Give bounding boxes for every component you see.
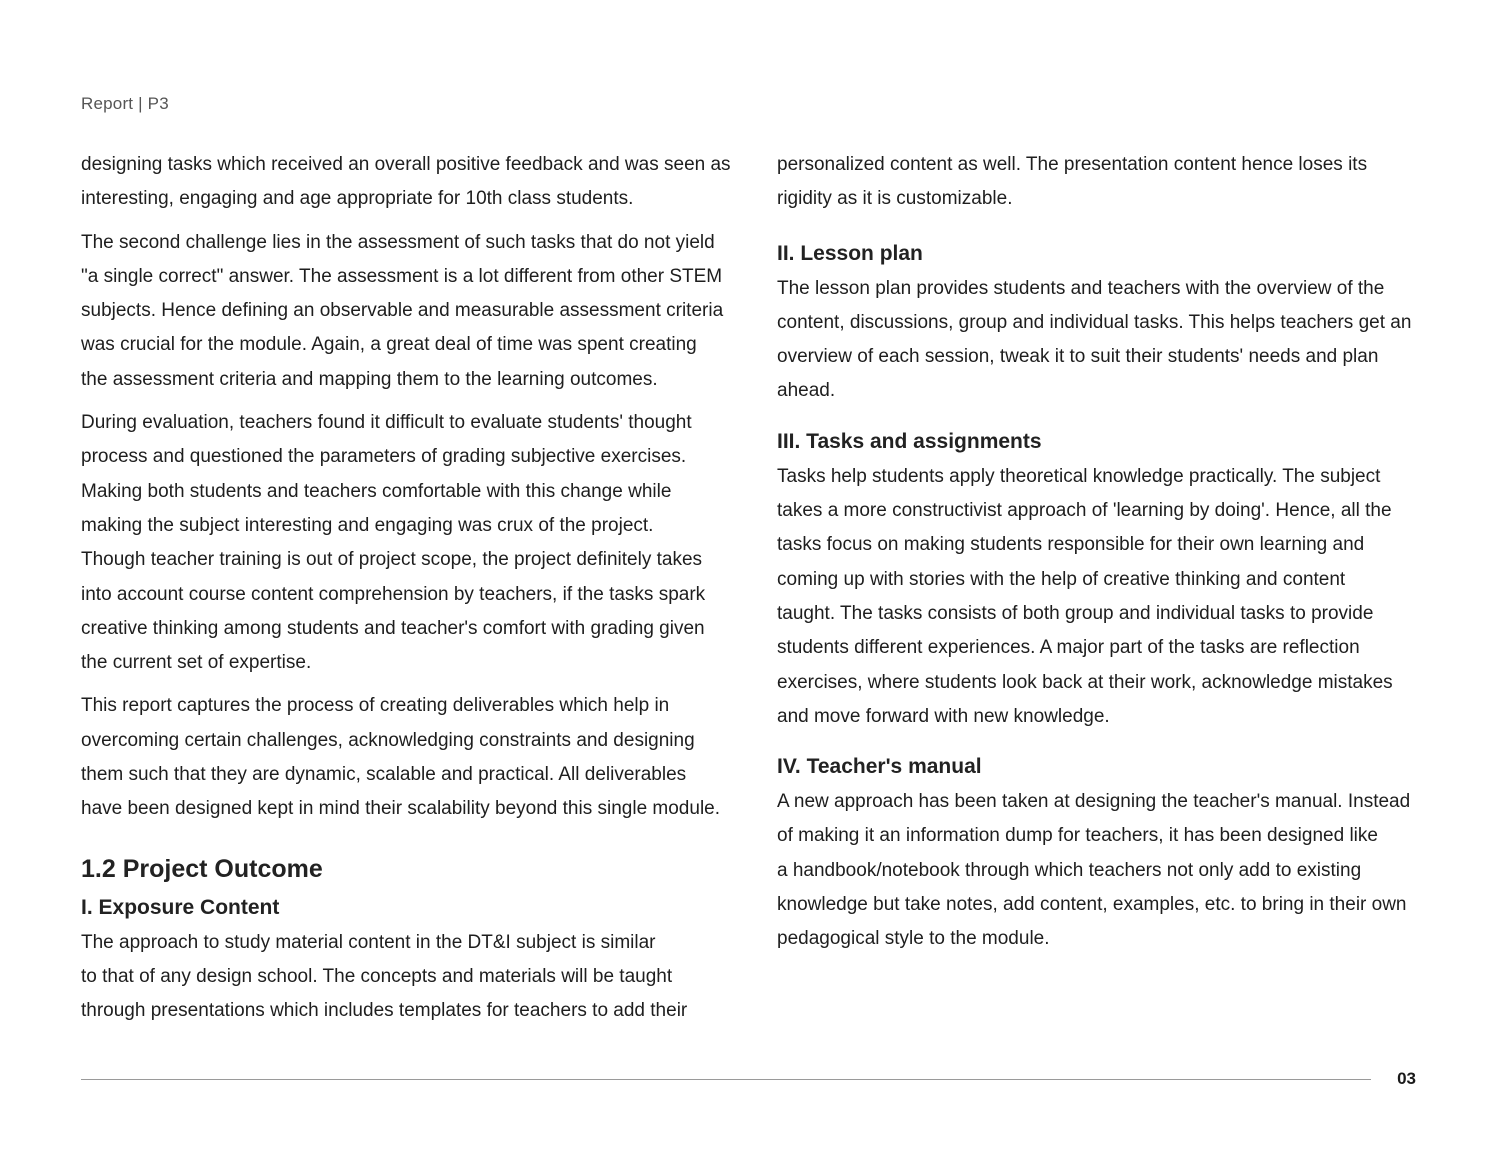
text-line: a handbook/notebook through which teachers not only add to existing: [777, 859, 1362, 881]
text-line: taught. The tasks consists of both group and individual tasks to provide: [777, 602, 1374, 624]
text-line: The approach to study material content in the DT&I subject is similar: [81, 931, 656, 953]
text-line: the assessment criteria and mapping them to the learning outcomes.: [81, 368, 658, 390]
text-line: and move forward with new knowledge.: [777, 705, 1110, 727]
paragraph: [777, 272, 1427, 409]
text-line: of making it an information dump for teachers, it has been designed like: [777, 825, 1378, 847]
paragraph: [81, 926, 731, 1029]
text-line: takes a more constructivist approach of 'learning by doing'. Hence, all the: [777, 500, 1392, 522]
paragraph: [81, 406, 731, 680]
text-line: making the subject interesting and engaging was crux of the project.: [81, 514, 654, 536]
text-line: Though teacher training is out of project scope, the project definitely takes: [81, 549, 703, 571]
subsection-heading-exposure: I. Exposure Content: [81, 895, 280, 919]
paragraph: [777, 460, 1427, 734]
subsection-heading-teachers-manual: IV. Teacher's manual: [777, 755, 982, 779]
text-line: creative thinking among students and teacher's comfort with grading given: [81, 617, 705, 639]
text-line: rigidity as it is customizable.: [777, 188, 1013, 210]
text-line: The second challenge lies in the assessment of such tasks that do not yield: [81, 231, 715, 253]
text-line: was crucial for the module. Again, a great deal of time was spent creating: [81, 334, 697, 356]
section-heading: 1.2 Project Outcome: [81, 854, 323, 883]
subsection-heading-tasks: III. Tasks and assignments: [777, 429, 1042, 453]
text-line: exercises, where students look back at their work, acknowledge mistakes: [777, 671, 1393, 693]
text-line: personalized content as well. The presentation content hence loses its: [777, 154, 1368, 175]
text-line: interesting, engaging and age appropriate for 10th class students.: [81, 188, 634, 210]
text-line: through presentations which includes templates for teachers to add their: [81, 1000, 688, 1022]
text-line: During evaluation, teachers found it difficult to evaluate students' thought: [81, 412, 692, 434]
right-column: [777, 148, 1427, 957]
text-line: content, discussions, group and individual tasks. This helps teachers get an: [777, 311, 1412, 333]
text-line: them such that they are dynamic, scalable and practical. All deliverables: [81, 764, 687, 786]
text-line: tasks focus on making students responsible for their own learning and: [777, 534, 1365, 556]
text-line: to that of any design school. The concepts and materials will be taught: [81, 965, 673, 987]
text-line: Tasks help students apply theoretical knowledge practically. The subject: [777, 465, 1381, 487]
paragraph: [777, 785, 1427, 956]
text-line: The lesson plan provides students and teachers with the overview of the: [777, 277, 1385, 299]
text-line: have been designed kept in mind their scalability beyond this single module.: [81, 798, 721, 820]
text-line: overview of each session, tweak it to suit their students' needs and plan: [777, 346, 1379, 368]
text-line: knowledge but take notes, add content, examples, etc. to bring in their own: [777, 894, 1407, 916]
footer-divider: [81, 1079, 1371, 1080]
subsection-heading-lesson-plan: II. Lesson plan: [777, 241, 923, 265]
paragraph: [81, 689, 731, 826]
text-line: Making both students and teachers comfortable with this change while: [81, 480, 672, 502]
text-line: "a single correct" answer. The assessment is a lot different from other STEM: [81, 265, 723, 287]
text-line: students different experiences. A major part of the tasks are reflection: [777, 637, 1360, 659]
page-number: 03: [1397, 1069, 1416, 1088]
text-line: subjects. Hence defining an observable and measurable assessment criteria: [81, 300, 724, 322]
text-line: This report captures the process of creating deliverables which help in: [81, 695, 670, 717]
text-line: A new approach has been taken at designing the teacher's manual. Instead: [777, 791, 1411, 813]
text-line: overcoming certain challenges, acknowledging constraints and designing: [81, 729, 695, 751]
paragraph: [81, 226, 731, 397]
text-line: the current set of expertise.: [81, 652, 312, 674]
text-line: coming up with stories with the help of creative thinking and content: [777, 568, 1346, 590]
text-line: designing tasks which received an overall positive feedback and was seen as: [81, 154, 731, 175]
running-header: Report | P3: [81, 94, 169, 113]
text-line: into account course content comprehension by teachers, if the tasks spark: [81, 583, 706, 605]
paragraph: [777, 148, 1427, 217]
left-column: [81, 148, 731, 1029]
text-line: pedagogical style to the module.: [777, 928, 1050, 950]
paragraph: [81, 148, 731, 217]
text-line: ahead.: [777, 380, 836, 402]
text-line: process and questioned the parameters of grading subjective exercises.: [81, 446, 687, 468]
